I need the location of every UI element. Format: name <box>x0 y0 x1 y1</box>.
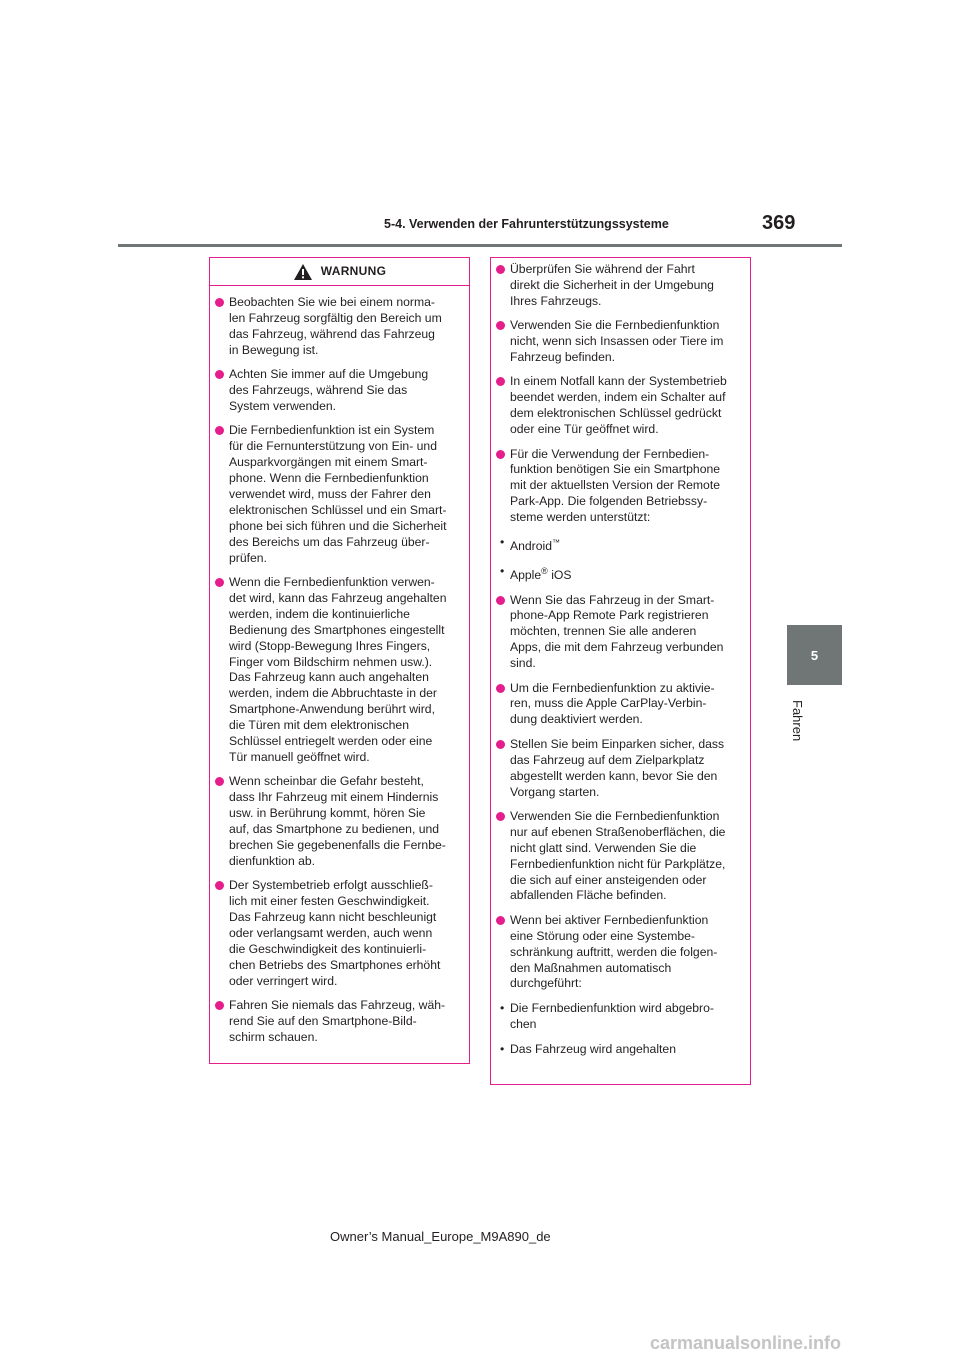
trademark-mark: ™ <box>552 537 561 547</box>
warning-item <box>491 737 742 801</box>
warning-text: Um die Fernbedienfunktion zu aktivie- ren, muss die Apple CarPlay-Verbin- dung deaktiviert werden. <box>510 680 715 727</box>
bullet-icon <box>215 578 224 587</box>
os-item-android <box>491 535 742 555</box>
bullet-icon <box>215 881 224 890</box>
bullet-icon <box>496 596 505 605</box>
warning-triangle-icon <box>293 263 313 281</box>
warning-item <box>210 878 461 989</box>
warning-text: Wenn scheinbar die Gefahr besteht, dass Ihr Fahrzeug mit einem Hindernis usw. in Berührung kommt, hören Sie auf, das Smartphone zu bedienen, und brechen Sie gegebenenfalls die Fernbe- dienfunktion ab. <box>229 774 446 868</box>
warning-item <box>210 774 461 869</box>
os-name: Apple <box>510 567 542 582</box>
bullet-icon <box>215 370 224 379</box>
warning-box-right <box>490 257 751 1085</box>
warning-box-left <box>209 257 470 1064</box>
warning-title: WARNUNG <box>320 263 387 278</box>
warning-header <box>210 258 469 286</box>
bullet-icon <box>496 812 505 821</box>
warning-text: Die Fernbedienfunktion ist ein System für die Fernunterstützung von Ein- und Ausparkvorgängen mit einem Smart- phone. Wenn die Fernbedienfunktion verwendet wird, muss der Fahrer den elektronischen Schlüssel und ein Smart- phone bei sich führen und die Sicherheit des Bereichs um das Fahrzeug über- prüfen. <box>229 423 447 565</box>
warning-text: Wenn die Fernbedienfunktion verwen- det wird, kann das Fahrzeug angehalten werden, indem die kontinuierliche Bedienung des Smartphones eingestellt wird (Stopp-Bewegung Ihres Fingers, Finger vom Bildschirm nehmen usw.). Das Fahrzeug kann auch angehalten werden, indem die Abbruchtaste in der Smartphone-Anwendung berührt wird, die Türen mit dem elektronischen Schlüssel entriegelt werden oder eine Tür manuell geöffnet wird. <box>229 575 447 764</box>
watermark: carmanualsonline.info <box>650 1333 842 1353</box>
bullet-icon <box>215 777 224 786</box>
warning-item <box>210 575 461 766</box>
warning-text: Wenn bei aktiver Fernbedienfunktion eine Störung oder eine Systembe- schränkung auftritt, werden die folgen- den Maßnahmen automatisch durchgeführt: <box>510 912 718 991</box>
dot-bullet: • <box>500 534 505 549</box>
bullet-icon <box>496 265 505 274</box>
chapter-tab[interactable] <box>787 625 842 685</box>
bullet-icon <box>496 377 505 386</box>
warning-item <box>210 423 461 566</box>
warning-item <box>491 809 742 904</box>
warning-text: Stellen Sie beim Einparken sicher, dass das Fahrzeug auf dem Zielparkplatz abgestellt werden kann, bevor Sie den Vorgang starten. <box>510 736 725 799</box>
chapter-number: 5 <box>810 647 819 663</box>
warning-item <box>210 295 461 359</box>
warning-list-right <box>491 262 750 1058</box>
warning-item <box>491 913 742 993</box>
chapter-label: Fahren <box>790 700 805 742</box>
manual-footer: Owner’s Manual_Europe_M9A890_de <box>330 1229 551 1244</box>
warning-text: Verwenden Sie die Fernbedienfunktion nur auf ebenen Straßenoberflächen, die nicht glatt sind. Verwenden Sie die Fernbedienfunktion nicht für Parkplätze, die sich auf einer ansteigenden oder abfallenden Fläche befinden. <box>510 808 726 903</box>
bullet-icon <box>215 298 224 307</box>
result-item <box>491 1042 742 1058</box>
os-item-apple <box>491 564 742 584</box>
bullet-icon <box>496 450 505 459</box>
warning-item <box>491 318 742 366</box>
bullet-icon <box>496 321 505 330</box>
registered-mark: ® <box>541 565 548 576</box>
warning-text: Beobachten Sie wie bei einem norma- len Fahrzeug sorgfältig den Bereich um das Fahrzeug, während das Fahrzeug in Bewegung ist. <box>229 295 442 357</box>
bullet-icon <box>215 426 224 435</box>
warning-item <box>210 998 461 1046</box>
warning-item <box>491 374 742 438</box>
bullet-icon <box>496 916 505 925</box>
warning-text: In einem Notfall kann der Systembetrieb beendet werden, indem ein Schalter auf dem elektronischen Schlüssel gedrückt oder eine Tür geöffnet wird. <box>510 374 727 437</box>
dot-bullet: • <box>500 1000 505 1015</box>
warning-item <box>210 367 461 415</box>
result-text: Das Fahrzeug wird angehalten <box>510 1041 676 1056</box>
warning-text: Fahren Sie niemals das Fahrzeug, wäh- rend Sie auf den Smartphone-Bild- schirm schauen. <box>229 998 446 1044</box>
bullet-icon <box>496 684 505 693</box>
bullet-icon <box>496 740 505 749</box>
result-item <box>491 1001 742 1033</box>
header-divider <box>118 244 842 247</box>
result-text: Die Fernbedienfunktion wird abgebro- chen <box>510 1000 714 1031</box>
warning-text: Überprüfen Sie während der Fahrt direkt die Sicherheit in der Umgebung Ihres Fahrzeugs. <box>510 262 714 308</box>
os-suffix: iOS <box>547 567 572 582</box>
warning-text: Wenn Sie das Fahrzeug in der Smart- phone-App Remote Park registrieren möchten, trennen Sie alle anderen Apps, die mit dem Fahrzeug verbunden sind. <box>510 592 724 671</box>
warning-item <box>491 262 742 310</box>
warning-item <box>491 447 742 527</box>
warning-text: Achten Sie immer auf die Umgebung des Fahrzeugs, während Sie das System verwenden. <box>229 367 429 413</box>
warning-item <box>491 681 742 729</box>
warning-text: Der Systembetrieb erfolgt ausschließ- lich mit einer festen Geschwindigkeit. Das Fahrzeug kann nicht beschleunigt oder verlangsamt werden, auch wenn die Geschwindigkeit des kontinuierli- chen Betriebs des Smartphones erhöht oder verringert wird. <box>229 878 441 988</box>
warning-text: Verwenden Sie die Fernbedienfunktion nicht, wenn sich Insassen oder Tiere im Fahrzeug befinden. <box>510 318 724 365</box>
bullet-icon <box>215 1001 224 1010</box>
page-number: 369 <box>762 212 796 234</box>
warning-text: Für die Verwendung der Fernbedien- funktion benötigen Sie ein Smartphone mit der aktuellsten Version der Remote Park-App. Die folgenden Betriebssy- steme werden unterstützt: <box>510 446 721 525</box>
warning-item <box>491 593 742 673</box>
os-name: Android <box>510 538 553 553</box>
section-title: 5-4. Verwenden der Fahrunterstützungssysteme <box>384 217 669 231</box>
warning-list-left <box>210 286 469 1046</box>
dot-bullet: • <box>500 1041 505 1056</box>
dot-bullet: • <box>500 563 505 578</box>
